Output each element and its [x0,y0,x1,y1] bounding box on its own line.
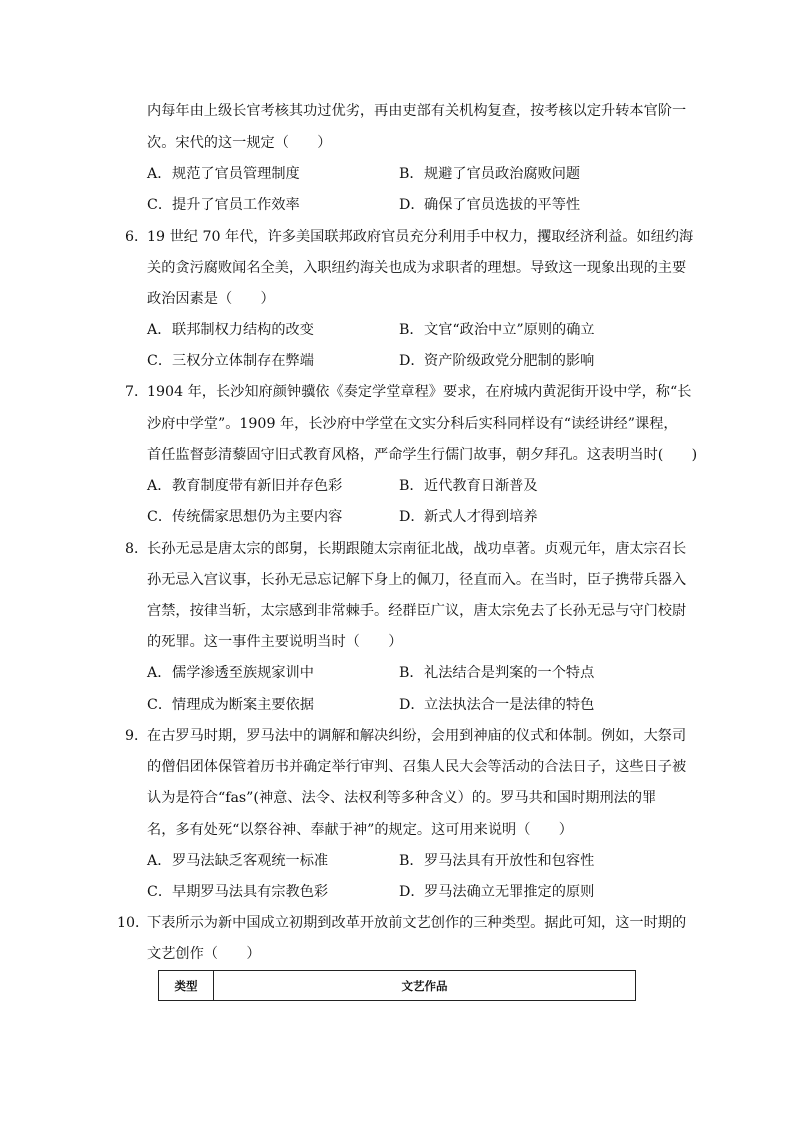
option-letter: B． [399,853,424,869]
option-letter: D． [399,353,425,369]
option-text: 教育制度带有新旧并存色彩 [172,478,343,494]
option-text: 规范了官员管理制度 [172,166,300,182]
q9-option-a[interactable] [147,851,328,871]
option-letter: C． [147,353,173,369]
q8-option-b[interactable] [399,663,594,683]
option-letter: C． [147,697,173,713]
option-letter: B． [399,322,424,338]
question-number: 10． [117,915,150,931]
option-letter: A． [147,322,172,338]
q8-stem-line: 宫禁，按律当斩，太宗感到非常棘手。经群臣广议，唐太宗免去了长孙无忌与守门校尉 [147,603,687,619]
q8-option-c[interactable] [147,695,314,715]
q9-stem-line: 名，多有处死“以祭谷神、奉献于神”的规定。这可用来说明（ ） [147,822,573,838]
q5-option-c[interactable] [147,195,300,215]
q6-stem-line: 关的贪污腐败闻名全美，入职纽约海关也成为求职者的理想。导致这一现象出现的主要 [147,260,687,276]
q7-stem-line: 首任监督彭清藜固守旧式教育风格，严命学生行儒门故事，朝夕拜孔。这表明当时( ) [147,447,698,463]
option-text: 礼法结合是判案的一个特点 [424,665,595,681]
option-text: 联邦制权力结构的改变 [172,322,314,338]
option-text: 确保了官员选拔的平等性 [424,197,581,213]
q5-option-a[interactable] [147,164,300,184]
option-letter: D． [399,197,425,213]
q7-option-c[interactable] [147,507,342,527]
q6-stem-line: 6． 19 世纪 70 年代，许多美国联邦政府官员充分利用手中权力，攫取经济利益。如纽约海 [125,229,694,245]
question-number: 8． [125,541,149,557]
q7-option-d[interactable] [399,507,538,527]
option-letter: B． [399,665,424,681]
option-letter: A． [147,853,172,869]
q6-option-b[interactable] [399,320,595,340]
option-text: 资产阶级政党分肥制的影响 [424,353,595,369]
q10-stem-line: 文艺创作（ ） [147,946,261,962]
q6-option-c[interactable] [147,351,314,371]
option-text: 提升了官员工作效率 [172,197,300,213]
q5-option-b[interactable] [399,164,580,184]
q6-option-d[interactable] [399,351,594,371]
q8-stem-line: 孙无忌入宫议事，长孙无忌忘记解下身上的佩刀，径直而入。在当时，臣子携带兵器入 [147,572,687,588]
q8-stem-line: 8． 长孙无忌是唐太宗的郎舅，长期跟随太宗南征北战，战功卓著。贞观元年，唐太宗召长 [125,541,687,557]
question-number: 6． [125,229,149,245]
table-header-type: 类型 [159,971,214,1001]
option-text: 传统儒家思想仍为主要内容 [172,509,343,525]
q8-option-d[interactable] [399,695,594,715]
q10-stem-line: 10． 下表所示为新中国成立初期到改革开放前文艺创作的三种类型。据此可知，这一时期的 [117,915,687,931]
q6-stem-line: 政治因素是（ ） [147,291,275,307]
option-text: 文官“政治中立”原则的确立 [424,322,595,338]
option-text: 罗马法确立无罪推定的原则 [424,884,595,900]
q9-stem-line: 认为是符合“fas”(神意、法令、法权利等多种含义）的。罗马共和国时期刑法的罪 [147,790,657,806]
question-number: 9． [125,728,149,744]
option-letter: B． [399,478,424,494]
option-text: 三权分立体制存在弊端 [172,353,314,369]
option-letter: A． [147,166,172,182]
option-text: 近代教育日渐普及 [424,478,538,494]
q7-stem-line: 7． 1904 年，长沙知府颜钟骥依《奏定学堂章程》要求，在府城内黄泥街开设中学，称“长 [125,384,692,400]
table-header-works: 文艺作品 [214,971,636,1001]
art-types-table [158,970,636,1001]
q6-option-a[interactable] [147,320,314,340]
option-letter: D． [399,697,425,713]
q9-option-c[interactable] [147,882,328,902]
q8-stem-line: 的死罪。这一事件主要说明当时（ ） [147,634,403,650]
q5-stem-line: 次。宋代的这一规定（ ） [147,135,332,151]
table-header-row [159,971,636,1001]
q7-stem-line: 沙府中学堂”。1909 年，长沙府中学堂在文实分科后实科同样设有“读经讲经”课程， [147,416,678,432]
question-number: 7． [125,384,149,400]
option-text: 规避了官员政治腐败问题 [424,166,581,182]
q7-option-b[interactable] [399,476,538,496]
option-letter: B． [399,166,424,182]
q8-option-a[interactable] [147,663,314,683]
q9-stem-line: 的僧侣团体保管着历书并确定举行审判、召集人民大会等活动的合法日子，这些日子被 [147,759,687,775]
q5-option-d[interactable] [399,195,580,215]
q7-option-a[interactable] [147,476,342,496]
option-letter: D． [399,509,425,525]
option-text: 罗马法具有开放性和包容性 [424,853,595,869]
option-letter: C． [147,197,173,213]
option-letter: C． [147,884,173,900]
option-text: 新式人才得到培养 [424,509,538,525]
option-text: 早期罗马法具有宗教色彩 [172,884,329,900]
q9-option-b[interactable] [399,851,594,871]
option-letter: A． [147,478,172,494]
q9-option-d[interactable] [399,882,594,902]
option-letter: D． [399,884,425,900]
option-text: 罗马法缺乏客观统一标准 [172,853,329,869]
q5-stem-line: 内每年由上级长官考核其功过优劣，再由吏部有关机构复查，按考核以定升转本官阶一 [147,103,687,119]
option-text: 儒学渗透至族规家训中 [172,665,314,681]
option-text: 立法执法合一是法律的特色 [424,697,595,713]
option-letter: C． [147,509,173,525]
q9-stem-line: 9． 在古罗马时期，罗马法中的调解和解决纠纷，会用到神庙的仪式和体制。例如，大祭司 [125,728,687,744]
option-letter: A． [147,665,172,681]
option-text: 情理成为断案主要依据 [172,697,314,713]
